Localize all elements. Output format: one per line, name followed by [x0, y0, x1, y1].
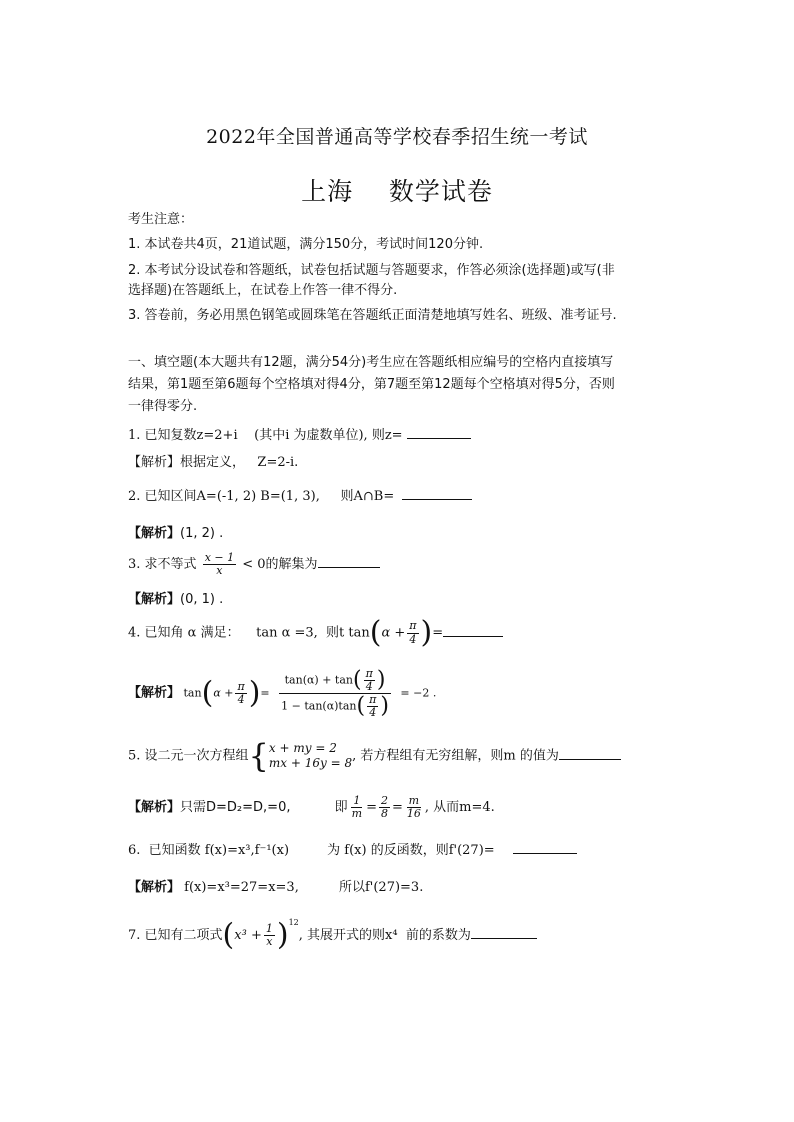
answer-blank-4[interactable]	[443, 624, 503, 637]
question-3-suffix: < 0的解集为	[242, 557, 318, 573]
solution-2	[128, 522, 223, 541]
question-5-suffix: , 若方程组有无穷组解，则m 的值为	[352, 748, 559, 764]
fraction: $\frac{x - 1}{x}$	[204, 551, 235, 578]
question-4: 4. 已知角 α 满足： tan α =3, 则t tan(α + $\frac{\pi}{4}$ )=	[128, 618, 503, 648]
solution-1-text: 根据定义， Z=2-i.	[180, 455, 299, 470]
question-7: 7. 已知有二项式(x³ + $\frac{1}{x}$ )$^{12}$, 其展开式的则x⁴ 前的系数为	[128, 918, 537, 951]
question-2	[128, 485, 472, 504]
solution-label: 【解析】	[128, 800, 181, 816]
answer-blank-6[interactable]	[513, 841, 577, 854]
exponent: 12	[288, 918, 299, 927]
exam-subtitle: 上海 数学试卷	[301, 177, 493, 206]
question-6	[128, 839, 577, 858]
question-7-suffix: , 其展开式的则x⁴ 前的系数为	[298, 928, 471, 943]
answer-blank-3[interactable]	[318, 555, 380, 568]
solution-label: 【解析】	[128, 455, 181, 470]
answer-blank-2[interactable]	[402, 487, 472, 500]
notice-item-2: 2. 本考试分设试卷和答题纸，试卷包括试题与答题要求，作答必须涂(选择题)或写(非	[128, 263, 615, 278]
solution-label: 【解析】	[128, 526, 181, 541]
section1-line-1: 一、填空题(本大题共有12题，满分54分)考生应在答题纸相应编号的空格内直接填写	[128, 355, 614, 370]
equation-system: x + my = 2 mx + 16y = 8	[268, 741, 353, 770]
solution-1	[128, 451, 298, 470]
question-1-text: 1. 已知复数z=2+i (其中i 为虚数单位), 则z=	[128, 428, 403, 443]
right-paren: )	[420, 615, 433, 650]
question-6-text2: 为 f(x) 的反函数，则f'(27)=	[327, 843, 495, 858]
notice-item-3: 3. 答卷前，务必用黑色钢笔或圆珠笔在答题纸正面清楚地填写姓名、班级、准考证号.	[128, 308, 617, 323]
solution-2-text: (1, 2) .	[180, 526, 224, 541]
question-3	[128, 552, 380, 577]
solution-4-fraction: tan(α) + tan( $\frac{\pi}{4}$ ) 1 − tan(α)tan( $\frac{\pi}{4}$ )	[275, 668, 395, 719]
exam-title: 2022年全国普通高等学校春季招生统一考试	[206, 126, 588, 148]
question-2-text: 2. 已知区间A=(-1, 2) B=(1, 3), 则A∩B=	[128, 489, 395, 504]
notice-heading: 考生注意：	[128, 212, 194, 227]
question-5-prefix: 5. 设二元一次方程组	[128, 748, 249, 764]
question-4-prefix: 4. 已知角 α 满足： tan α =3, 则t tan	[128, 625, 370, 641]
solution-label: 【解析】	[128, 880, 181, 895]
notice-item-2-cont: 选择题)在答题纸上，在试卷上作答一律不得分.	[128, 283, 398, 298]
notice-item-1: 1. 本试卷共4页，21道试题，满分150分，考试时间120分钟.	[128, 237, 484, 252]
solution-label: 【解析】	[128, 592, 181, 607]
answer-blank-5[interactable]	[559, 747, 621, 760]
solution-5: 【解析】只需D=D₂=D,=0, 即 $\frac{1}{m}$ = $\frac{2}{8}$ = $\frac{m}{16}$ , 从而m=4.	[128, 794, 495, 821]
solution-3	[128, 588, 223, 607]
question-6-text: 6. 已知函数 f(x)=x³,f⁻¹(x)	[128, 843, 290, 858]
solution-6: 【解析】 f(x)=x³=27=x=3, 所以f'(27)=3.	[128, 880, 424, 895]
solution-label: 【解析】	[128, 685, 181, 701]
question-1	[128, 424, 471, 443]
section1-line-3: 一律得零分.	[128, 399, 198, 414]
left-brace: {	[248, 737, 269, 775]
answer-blank-1[interactable]	[407, 426, 471, 439]
solution-4: 【解析】 tan(α + $\frac{\pi}{4}$ )= tan(α) + tan( $\frac{\pi}{4}$ ) 1 − tan(α)tan( $\frac{\pi}{4}$ ) = −2 .	[128, 667, 437, 720]
solution-3-text: (0, 1) .	[180, 592, 224, 607]
answer-blank-7[interactable]	[471, 926, 537, 939]
question-5	[128, 737, 621, 775]
left-paren: (	[369, 615, 382, 650]
question-3-prefix: 3. 求不等式	[128, 557, 197, 573]
pi-over-4: $\frac{\pi}{4}$	[409, 619, 417, 646]
section1-line-2: 结果，第1题至第6题每个空格填对得4分，第7题至第12题每个空格填对得5分，否则	[128, 377, 615, 392]
question-7-prefix: 7. 已知有二项式	[128, 928, 223, 943]
